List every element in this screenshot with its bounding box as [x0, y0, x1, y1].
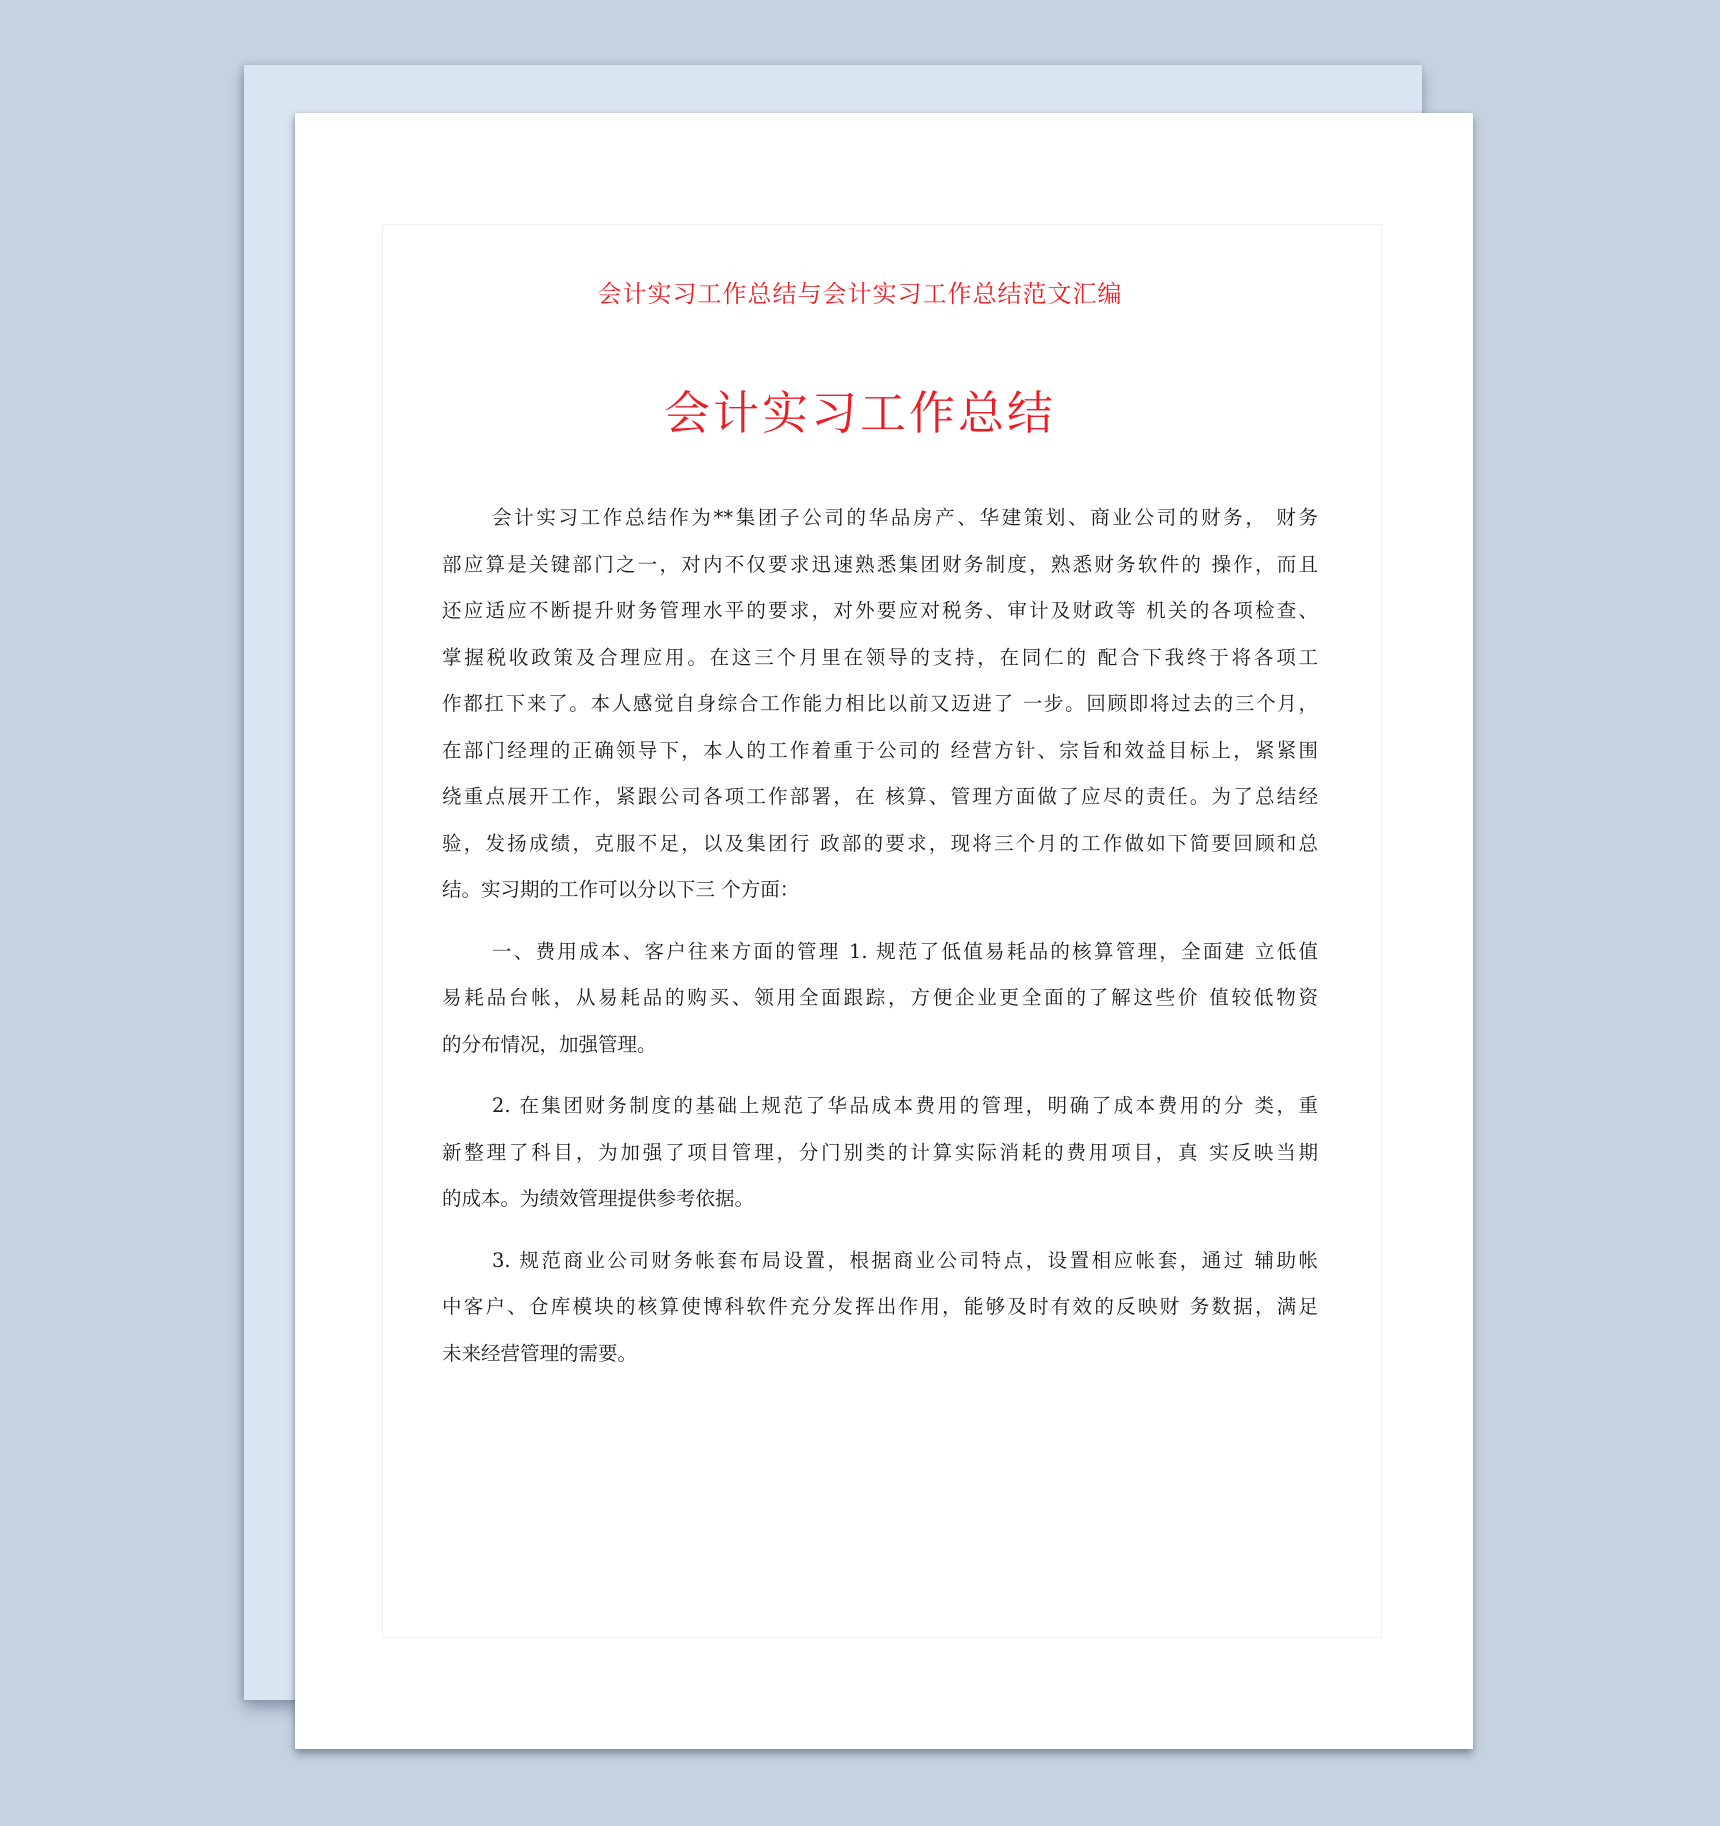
text-line: 的分布情况，加强管理。: [442, 1032, 657, 1056]
text-line: 作都扛下来了。本人感觉自身综合工作能力相比以前又迈进了 一步。回顾即将过去的三个月，: [442, 692, 1318, 715]
text-line: 2. 在集团财务制度的基础上规范了华品成本费用的管理，明确了成本费用的分 类，重: [492, 1094, 1318, 1117]
text-line: 在部门经理的正确领导下，本人的工作着重于公司的 经营方针、宗旨和效益目标上，紧紧围: [442, 738, 1318, 762]
text-line: 结。实习期的工作可以分以下三 个方面：: [442, 878, 800, 901]
text-line: 验，发扬成绩，克服不足，以及集团行 政部的要求，现将三个月的工作做如下简要回顾和总: [442, 831, 1318, 855]
text-line: 部应算是关键部门之一，对内不仅要求迅速熟悉集团财务制度，熟悉财务软件的 操作，而且: [442, 552, 1318, 576]
paragraph-section-2: [442, 1088, 1318, 1228]
document-subtitle: 会计实习工作总结与会计实习工作总结范文汇编: [597, 280, 1123, 308]
text-line: 中客户、仓库模块的核算使博科软件充分发挥出作用，能够及时有效的反映财 务数据，满足: [442, 1295, 1318, 1318]
text-line: 3. 规范商业公司财务帐套布局设置，根据商业公司特点，设置相应帐套，通过 辅助帐: [492, 1248, 1318, 1272]
document-title: 会计实习工作总结: [664, 386, 1056, 440]
paragraph-section-3: [442, 1243, 1318, 1383]
paragraph-intro: [442, 500, 1318, 919]
text-line: 会计实习工作总结作为**集团子公司的华品房产、华建策划、商业公司的财务， 财务: [492, 506, 1318, 529]
text-line: 的成本。为绩效管理提供参考依据。: [442, 1187, 755, 1210]
text-line: 新整理了科目，为加强了项目管理，分门别类的计算实际消耗的费用项目，真 实反映当期: [442, 1140, 1318, 1164]
text-line: 掌握税收政策及合理应用。在这三个月里在领导的支持，在同仁的 配合下我终于将各项工: [442, 645, 1318, 669]
text-line: 还应适应不断提升财务管理水平的要求，对外要应对税务、审计及财政等 机关的各项检查、: [442, 599, 1318, 622]
document-body: [442, 500, 1318, 1397]
paragraph-section-1: [442, 934, 1318, 1074]
text-line: 一、费用成本、客户往来方面的管理 1. 规范了低值易耗品的核算管理，全面建 立低值: [492, 939, 1318, 963]
text-line: 易耗品台帐，从易耗品的购买、领用全面跟踪，方便企业更全面的了解这些价 值较低物资: [442, 986, 1318, 1009]
text-line: 绕重点展开工作，紧跟公司各项工作部署，在 核算、管理方面做了应尽的责任。为了总结经: [442, 785, 1318, 808]
text-line: 未来经营管理的需要。: [442, 1341, 638, 1365]
